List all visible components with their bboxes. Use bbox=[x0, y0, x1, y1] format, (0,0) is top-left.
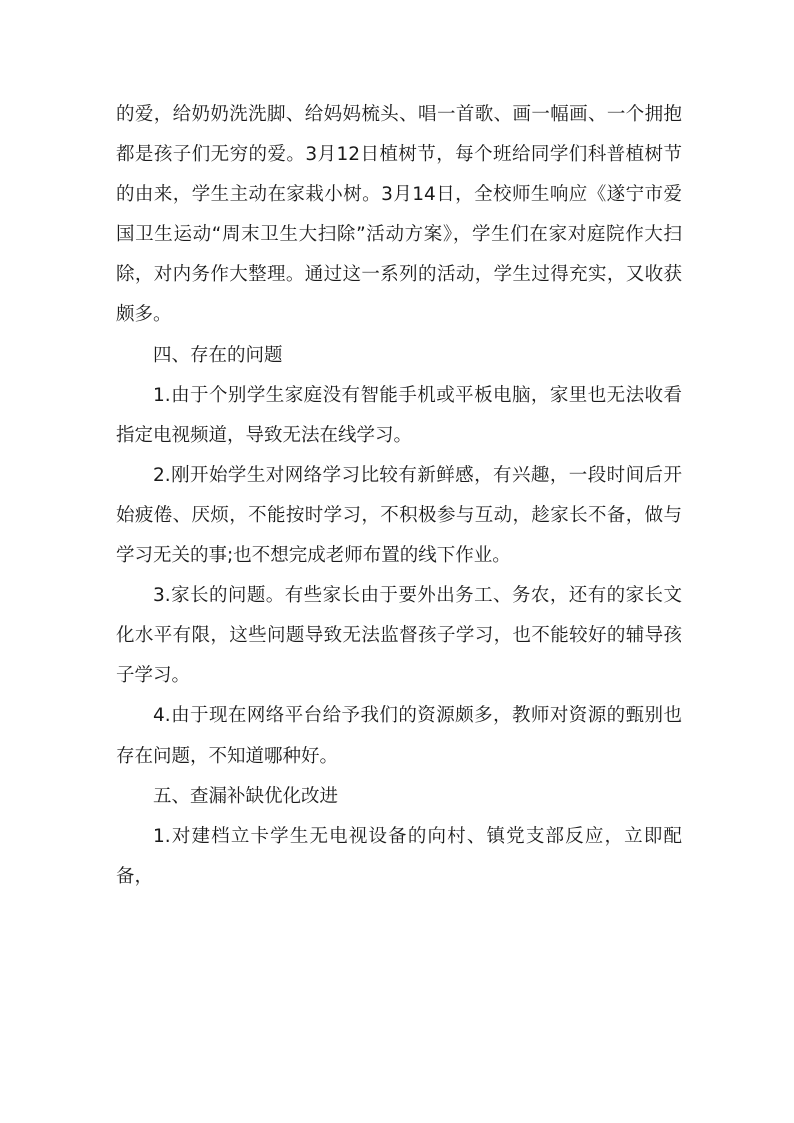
paragraph-problem-3: 3.家长的问题。有些家长由于要外出务工、务农，还有的家长文化水平有限，这些问题导致无法监督孩子学习，也不能较好的辅导孩子学习。 bbox=[116, 585, 682, 687]
paragraph-problem-2: 2.刚开始学生对网络学习比较有新鲜感，有兴趣，一段时间后开始疲倦、厌烦，不能按时学习，不积极参与互动，趁家长不备，做与学习无关的事;也不想完成老师布置的线下作业。 bbox=[116, 464, 682, 567]
section-heading-problems: 四、存在的问题 bbox=[153, 344, 283, 366]
paragraph-problem-4: 4.由于现在网络平台给予我们的资源颇多，教师对资源的甄别也存在问题，不知道哪种好。 bbox=[116, 705, 682, 767]
document-body bbox=[116, 95, 682, 897]
paragraph-activities: 的爱，给奶奶洗洗脚、给妈妈梳头、唱一首歌、画一幅画、一个拥抱都是孩子们无穷的爱。3月12日植树节，每个班给同学们科普植树节的由来，学生主动在家栽小树。3月14日，全校师生响应《遂宁市爱国卫生运动“周末卫生大扫除”活动方案》，学生们在家对庭院作大扫除，对内务作大整理。通过这一系列的活动，学生过得充实，又收获颇多。 bbox=[116, 104, 682, 326]
paragraph-improvement-1: 1.对建档立卡学生无电视设备的向村、镇党支部反应，立即配备， bbox=[116, 825, 682, 887]
section-heading-improvements: 五、查漏补缺优化改进 bbox=[153, 785, 339, 807]
paragraph-problem-1: 1.由于个别学生家庭没有智能手机或平板电脑，家里也无法收看指定电视频道，导致无法在线学习。 bbox=[116, 384, 682, 446]
